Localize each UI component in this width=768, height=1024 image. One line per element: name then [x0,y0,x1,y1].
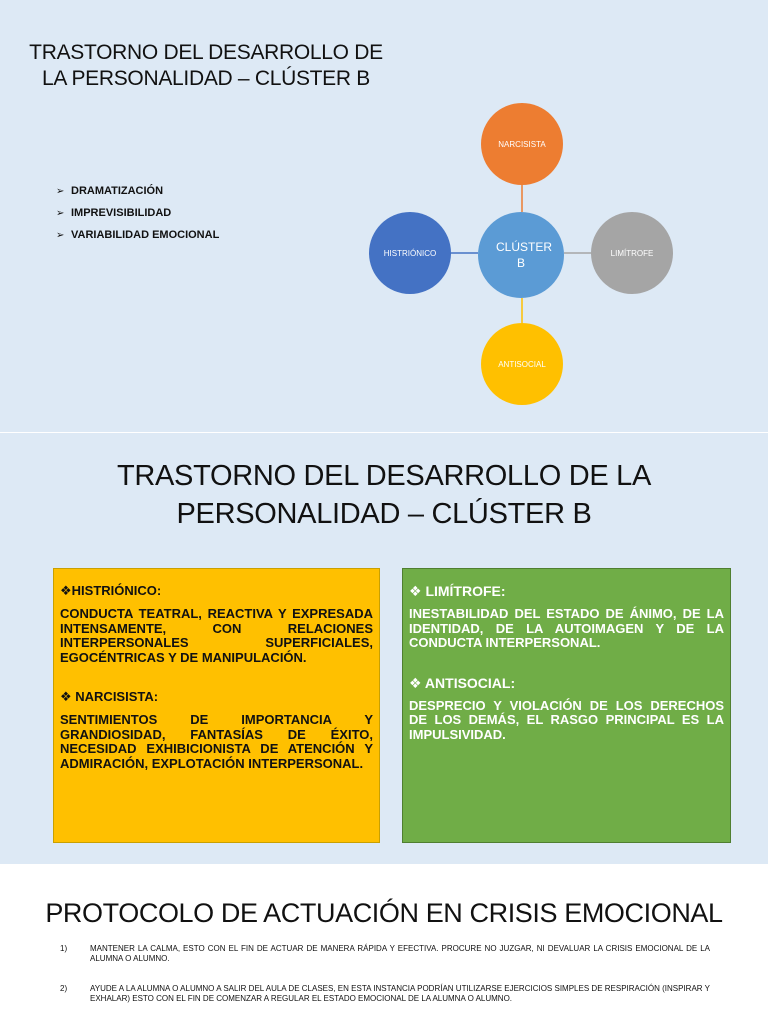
bullet-text: IMPREVISIBILIDAD [71,207,172,219]
node-label: ANTISOCIAL [498,359,546,369]
node-narcisista [481,103,563,185]
node-label: NARCISISTA [498,139,546,149]
list-item [56,206,219,228]
protocol-steps [60,944,710,1024]
step-number: 1) [60,944,68,953]
text-limitrofe: INESTABILIDAD DEL ESTADO DE ÁNIMO, DE LA IDENTIDAD, DE LA AUTOIMAGEN Y DE LA CONDUCTA INTERPERSONAL. [409,606,724,650]
slide-cluster-b-overview [0,0,768,432]
bullet-text: DRAMATIZACIÓN [71,185,164,197]
green-box [402,568,731,843]
node-label: CLÚSTER B [496,240,553,270]
bullet-text: VARIABILIDAD EMOCIONAL [71,229,220,241]
step-text: MANTENER LA CALMA, ESTO CON EL FIN DE ACTUAR DE MANERA RÁPIDA Y EFECTIVA. PROCURE NO JUZGAR, NI DEVALUAR LA CRISIS EMOCIONAL DE LA ALUMNA O ALUMNO. [90,944,710,963]
slide1-title [26,40,386,92]
slide-cluster-b-descriptions [0,433,768,864]
heading-histrionico: ❖HISTRIÓNICO: [60,583,162,598]
slide2-title-line2: PERSONALIDAD – CLÚSTER B [176,498,592,530]
arrow-bullet-icon: ➢ [56,186,65,197]
yellow-box [53,568,380,843]
slide1-title-line2: LA PERSONALIDAD – CLÚSTER B [41,67,370,90]
slide2-title-line1: TRASTORNO DEL DESARROLLO DE LA [116,460,652,492]
slide-crisis-protocol [0,866,768,1024]
slide1-title-line1: TRASTORNO DEL DESARROLLO DE [29,41,383,64]
list-item [60,944,710,964]
arrow-bullet-icon: ➢ [56,208,65,219]
trait-bullet-list [56,184,219,250]
heading-limitrofe: ❖ LIMÍTROFE: [409,583,506,599]
step-number: 2) [60,984,68,993]
list-item [60,984,710,1004]
node-histrionico [369,212,451,294]
slide2-title [0,457,768,533]
step-text: AYUDE A LA ALUMNA O ALUMNO A SALIR DEL AULA DE CLASES, EN ESTA INSTANCIA PODRÍAN UTILIZARSE EJERCICIOS SIMPLES DE RESPIRACIÓN (INSPIRAR Y EXHALAR) ESTO CON EL FIN DE COMENZAR A REGULAR EL ESTADO EMOCIONAL DE LA ALUMNA O ALUMNO. [90,984,710,1003]
heading-narcisista: ❖ NARCISISTA: [60,689,159,704]
list-item [56,184,219,206]
cluster-diagram [360,96,690,416]
node-antisocial [481,323,563,405]
list-item [56,228,219,250]
text-antisocial: DESPRECIO Y VIOLACIÓN DE LOS DERECHOS DE LOS DEMÁS, EL RASGO PRINCIPAL ES LA IMPULSIVIDAD. [409,697,724,742]
heading-antisocial: ❖ ANTISOCIAL: [409,674,516,691]
text-histrionico: CONDUCTA TEATRAL, REACTIVA Y EXPRESADA INTENSAMENTE, CON RELACIONES INTERPERSONALES SUPERFICIALES, EGOCÉNTRICAS Y DE MANIPULACIÓN. [60,606,373,665]
node-label: HISTRIÓNICO [383,248,437,258]
slide3-title: PROTOCOLO DE ACTUACIÓN EN CRISIS EMOCIONAL [45,898,723,928]
arrow-bullet-icon: ➢ [56,230,65,241]
node-label: LIMÍTROFE [610,248,654,258]
node-cluster-b [478,212,564,298]
node-limitrofe [591,212,673,294]
text-narcisista: SENTIMIENTOS DE IMPORTANCIA Y GRANDIOSIDAD, FANTASÍAS DE ÉXITO, NECESIDAD EXHIBICIONISTA DE ATENCIÓN Y ADMIRACIÓN, EXPLOTACIÓN INTERPERSONAL. [60,712,373,771]
